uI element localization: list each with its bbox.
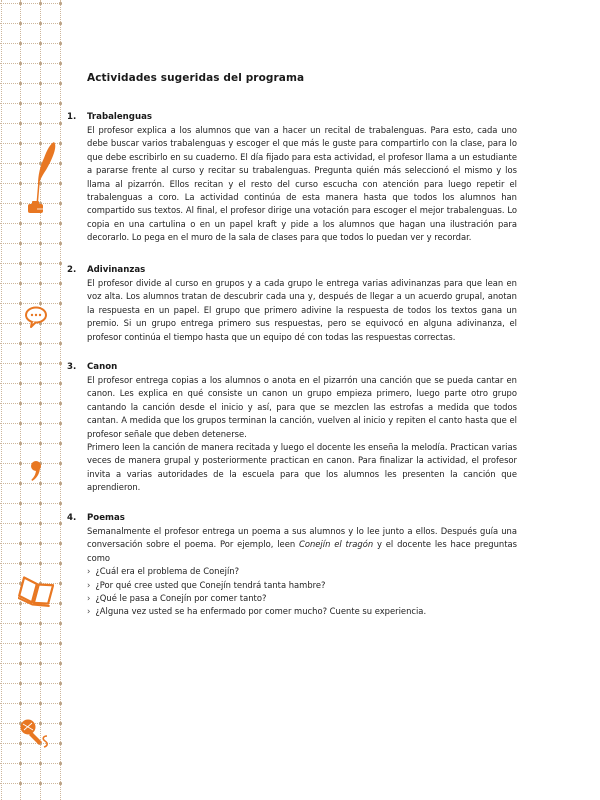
grid-line	[0, 63, 62, 64]
grid-line	[0, 423, 62, 424]
grid-node	[39, 622, 42, 625]
grid-node	[59, 522, 62, 525]
grid-node	[39, 642, 42, 645]
grid-node	[39, 82, 42, 85]
grid-line	[0, 703, 62, 704]
grid-line	[0, 403, 62, 404]
section-number: 4.	[67, 513, 77, 523]
grid-node	[39, 22, 42, 25]
grid-node	[59, 42, 62, 45]
grid-node	[39, 122, 42, 125]
grid-line	[40, 0, 41, 800]
grid-node	[59, 602, 62, 605]
section-body: El profesor entrega copias a los alumnos o anota en el pizarrón una canción que se pueda cantar en canon. Les explica en qué consiste un canon un grupo empieza primero, luego parte otro grupo cantando la canción desde el inicio y así, para que se mezclen las estrofas a medida que todos cantan. A medida que los grupos terminan la canción, vuelven al inicio y repiten el canto hasta que el profesor señale que deben detenerse.	[87, 375, 517, 439]
grid-line	[0, 663, 62, 664]
grid-node	[59, 542, 62, 545]
section-number: 1.	[67, 112, 77, 122]
grid-line	[0, 683, 62, 684]
section-number: 3.	[67, 362, 77, 372]
grid-node	[59, 682, 62, 685]
grid-node	[59, 462, 62, 465]
question-item: › ¿Alguna vez usted se ha enfermado por comer mucho? Cuente su experiencia.	[87, 605, 517, 618]
question-list	[87, 565, 517, 619]
question-item: › ¿Qué le pasa a Conejín por comer tanto?	[87, 592, 517, 605]
grid-node	[39, 262, 42, 265]
grid-node	[39, 662, 42, 665]
section-heading: Poemas	[87, 513, 125, 523]
section-body-continued: Primero leen la canción de manera recitada y luego el docente les enseña la melodía. Practican varias veces de manera grupal y posteriormente practican en canon. Para finalizar la actividad, el profesor invita a varias autoridades de la escuela para que los alumnos les presenten la canción que aprendieron.	[87, 442, 517, 493]
grid-line	[0, 783, 62, 784]
grid-node	[59, 82, 62, 85]
grid-node	[59, 62, 62, 65]
grid-node	[39, 402, 42, 405]
section-heading: Trabalenguas	[87, 112, 152, 122]
grid-node	[19, 2, 22, 5]
poem-title: Conejín el tragón	[298, 539, 374, 550]
grid-line	[0, 523, 62, 524]
grid-node	[59, 662, 62, 665]
grid-node	[59, 482, 62, 485]
feather-quill-icon	[28, 140, 58, 208]
grid-node	[19, 542, 22, 545]
grid-node	[19, 702, 22, 705]
grid-node	[59, 302, 62, 305]
grid-node	[19, 182, 22, 185]
grid-node	[59, 562, 62, 565]
grid-node	[59, 142, 62, 145]
grid-node	[59, 322, 62, 325]
section-body	[87, 525, 517, 565]
grid-node	[39, 762, 42, 765]
grid-node	[19, 502, 22, 505]
section-trabalenguas	[67, 111, 517, 245]
grid-line	[0, 243, 62, 244]
grid-node	[59, 422, 62, 425]
grid-node	[19, 142, 22, 145]
grid-node	[59, 122, 62, 125]
grid-node	[19, 222, 22, 225]
grid-line	[0, 43, 62, 44]
grid-line	[60, 0, 61, 800]
grid-node	[19, 642, 22, 645]
grid-node	[39, 282, 42, 285]
question-item: › ¿Por qué cree usted que Conejín tendrá tanta hambre?	[87, 579, 517, 592]
grid-line	[0, 383, 62, 384]
grid-node	[39, 62, 42, 65]
grid-node	[59, 342, 62, 345]
grid-line	[0, 83, 62, 84]
grid-node	[19, 402, 22, 405]
grid-node	[59, 282, 62, 285]
grid-node	[59, 2, 62, 5]
grid-node	[39, 782, 42, 785]
grid-node	[19, 162, 22, 165]
grid-line	[0, 23, 62, 24]
grid-node	[59, 242, 62, 245]
grid-node	[19, 382, 22, 385]
question-item: › ¿Cuál era el problema de Conejín?	[87, 565, 517, 578]
grid-node	[39, 502, 42, 505]
grid-line	[1, 0, 2, 800]
section-body: El profesor divide al curso en grupos y a cada grupo le entrega varias adivinanzas para que lean en voz alta. Los alumnos tratan de descubrir cada una y, después de llegar a un acuerdo grupal, anotan la respuesta en un papel. El grupo que primero adivine la respuesta de todos los textos gana un premio. Si un grupo entrega primero sus respuestas, pero se equivocó en alguna adivinanza, el profesor continúa el tiempo hasta que un equipo dé con todas las respuestas correctas.	[87, 278, 517, 342]
grid-node	[39, 222, 42, 225]
grid-node	[59, 742, 62, 745]
grid-line	[0, 503, 62, 504]
grid-line	[0, 283, 62, 284]
grid-node	[59, 222, 62, 225]
grid-node	[19, 662, 22, 665]
grid-node	[19, 282, 22, 285]
grid-node	[39, 382, 42, 385]
grid-node	[19, 482, 22, 485]
grid-node	[19, 522, 22, 525]
grid-node	[59, 642, 62, 645]
grid-node	[59, 582, 62, 585]
grid-node	[59, 362, 62, 365]
grid-node	[59, 182, 62, 185]
grid-node	[19, 442, 22, 445]
body-text: y el docente les hace preguntas como	[87, 539, 517, 563]
grid-line	[0, 443, 62, 444]
grid-node	[39, 562, 42, 565]
grid-line	[0, 563, 62, 564]
grid-node	[59, 102, 62, 105]
grid-node	[59, 402, 62, 405]
open-book-icon	[18, 575, 54, 607]
grid-node	[19, 322, 22, 325]
grid-node	[39, 522, 42, 525]
grid-node	[59, 22, 62, 25]
grid-node	[19, 262, 22, 265]
grid-node	[19, 42, 22, 45]
grid-node	[59, 782, 62, 785]
grid-line	[0, 343, 62, 344]
grid-node	[39, 542, 42, 545]
grid-node	[59, 442, 62, 445]
grid-node	[39, 102, 42, 105]
grid-line	[0, 223, 62, 224]
grid-line	[0, 623, 62, 624]
grid-line	[0, 263, 62, 264]
section-heading: Canon	[87, 362, 118, 372]
grid-node	[39, 342, 42, 345]
grid-node	[19, 462, 22, 465]
grid-node	[59, 162, 62, 165]
grid-node	[59, 722, 62, 725]
grid-node	[19, 242, 22, 245]
grid-node	[19, 102, 22, 105]
grid-node	[19, 122, 22, 125]
grid-node	[59, 262, 62, 265]
grid-node	[39, 42, 42, 45]
grid-node	[39, 682, 42, 685]
grid-node	[19, 682, 22, 685]
grid-node	[19, 782, 22, 785]
grid-line	[0, 543, 62, 544]
grid-node	[59, 762, 62, 765]
section-heading: Adivinanzas	[87, 265, 146, 275]
grid-node	[59, 702, 62, 705]
grid-node	[19, 362, 22, 365]
margin-grid	[0, 0, 62, 800]
grid-line	[0, 123, 62, 124]
grid-node	[59, 202, 62, 205]
grid-line	[0, 363, 62, 364]
grid-line	[0, 3, 62, 4]
section-adivinanzas	[67, 264, 517, 344]
microphone-icon	[18, 718, 54, 750]
grid-node	[19, 302, 22, 305]
grid-node	[39, 362, 42, 365]
grid-node	[39, 442, 42, 445]
grid-node	[19, 82, 22, 85]
grid-node	[19, 62, 22, 65]
grid-node	[39, 242, 42, 245]
grid-line	[20, 0, 21, 800]
grid-node	[19, 622, 22, 625]
grid-line	[0, 483, 62, 484]
grid-node	[59, 622, 62, 625]
inkpot-icon	[27, 200, 45, 214]
grid-line	[0, 643, 62, 644]
grid-node	[19, 342, 22, 345]
grid-node	[39, 2, 42, 5]
grid-node	[19, 202, 22, 205]
grid-line	[0, 303, 62, 304]
grid-node	[19, 762, 22, 765]
grid-node	[19, 22, 22, 25]
section-number: 2.	[67, 265, 77, 275]
section-canon	[67, 361, 517, 495]
section-body: El profesor explica a los alumnos que van a hacer un recital de trabalenguas. Para esto, cada uno debe buscar varios trabalenguas y escoger el que más le guste para compartirlo con la clase, para lo que debe escribirlo en su cuaderno. El día fijado para esta actividad, el profesor llama a un estudiante a pararse frente al curso y recitar su trabalenguas. Pregunta quién más seleccionó el mismo y los llama al pizarrón. Ellos recitan y el resto del curso escucha con atención para luego repetir el trabalenguas a coro. La actividad continúa de esta manera hasta que todos los alumnos han compartido sus textos. Al final, el profesor dirige una votación para escoger el mejor trabalenguas. Lo copia en una cartulina o en un papel kraft y pide a los alumnos que hagan una ilustración para decorarlo. Lo pega en el muro de la sala de clases para que todos lo puedan ver y recordar.	[87, 125, 517, 243]
page-title: Actividades sugeridas del programa	[87, 72, 305, 84]
grid-node	[39, 702, 42, 705]
section-poemas	[67, 512, 517, 619]
grid-node	[59, 502, 62, 505]
grid-line	[0, 103, 62, 104]
grid-node	[39, 482, 42, 485]
grid-node	[19, 422, 22, 425]
grid-node	[19, 562, 22, 565]
grid-line	[0, 763, 62, 764]
grid-node	[59, 382, 62, 385]
grid-node	[39, 422, 42, 425]
speech-bubble-icon	[24, 305, 48, 329]
comma-icon	[30, 460, 42, 482]
body-text: Semanalmente el profesor entrega un poema a sus alumnos y lo lee junto a ellos. Después guía una conversación sobre el poema. Por ejemplo, leen	[87, 526, 517, 550]
